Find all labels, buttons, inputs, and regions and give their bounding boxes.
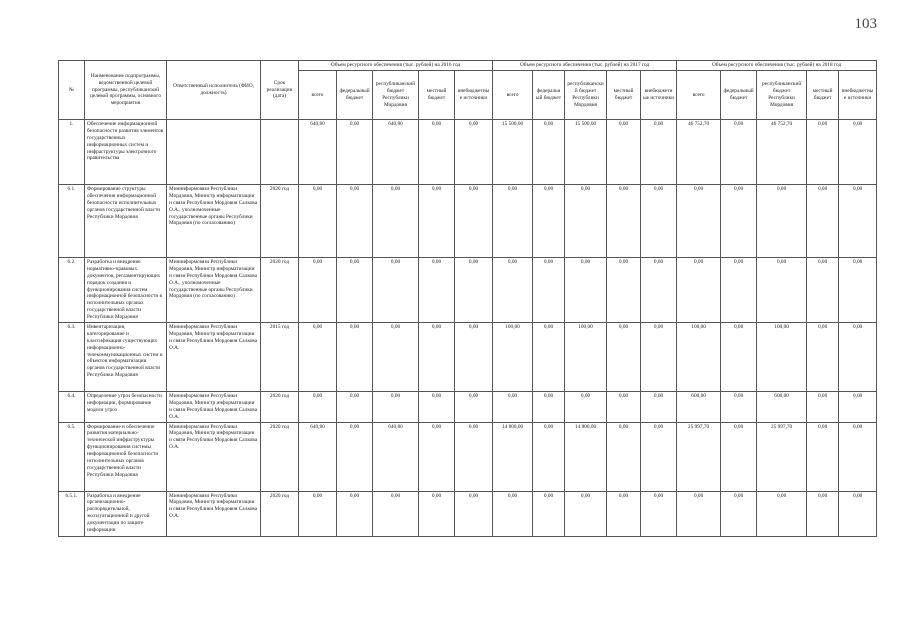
amount-cell: 0,00 — [807, 258, 839, 323]
row-number: 6.4. — [59, 392, 85, 423]
amount-cell: 0,00 — [807, 422, 839, 491]
amount-cell: 0,00 — [721, 185, 757, 258]
table-row — [59, 258, 877, 323]
amount-cell: 0,00 — [565, 258, 607, 323]
amount-cell: 0,00 — [641, 392, 677, 423]
amount-cell: 0,00 — [839, 120, 877, 185]
amount-cell: 0,00 — [337, 422, 373, 491]
amount-cell: 0,00 — [807, 120, 839, 185]
amount-cell: 0,00 — [419, 392, 455, 423]
amount-cell: 0,00 — [721, 323, 757, 392]
row-term: 2020 год — [261, 392, 299, 423]
amount-cell: 0,00 — [373, 491, 419, 536]
amount-cell: 0,00 — [299, 258, 337, 323]
row-number: 6.5. — [59, 422, 85, 491]
amount-cell: 0,00 — [607, 392, 641, 423]
amount-cell: 0,00 — [373, 185, 419, 258]
amount-cell: 0,00 — [493, 491, 533, 536]
group-header-2017: Объем ресурсного обеспечения (тыс. рублей) на 2017 год — [493, 61, 677, 71]
amount-cell: 0,00 — [641, 120, 677, 185]
amount-cell: 0,00 — [533, 185, 565, 258]
amount-cell: 0,00 — [419, 120, 455, 185]
amount-cell: 0,00 — [565, 185, 607, 258]
sub-header-offbudget: внебюджетные источники — [455, 71, 493, 120]
group-header-2018: Объем ресурсного обеспечения (тыс. рублей) на 2018 год — [677, 61, 877, 71]
amount-cell: 0,00 — [299, 491, 337, 536]
amount-cell: 0,00 — [839, 491, 877, 536]
row-responsible: Мининформсвязи Республики Мордовия, Министр информатизации и связи Республики Мордовия Салкова О.А., уполномоченные государственные органы Республики Мордовия (по согласованию) — [167, 258, 261, 323]
row-term: 2020 год — [261, 422, 299, 491]
amount-cell: 0,00 — [607, 185, 641, 258]
row-name: Формирование структуры обеспечения информационной безопасности исполнительных органов государственной власти Республики Мордовия — [85, 185, 167, 258]
amount-cell: 0,00 — [455, 258, 493, 323]
page-number: 103 — [854, 16, 877, 32]
amount-cell: 0,00 — [299, 392, 337, 423]
sub-header-local: местный бюджет — [807, 71, 839, 120]
amount-cell: 0,00 — [839, 422, 877, 491]
amount-cell: 0,00 — [337, 392, 373, 423]
amount-cell: 0,00 — [565, 491, 607, 536]
col-header-term: Срок реализации (дата) — [261, 61, 299, 120]
amount-cell: 0,00 — [839, 323, 877, 392]
amount-cell: 0,00 — [455, 185, 493, 258]
row-number: 6.2. — [59, 258, 85, 323]
amount-cell: 100,00 — [757, 323, 807, 392]
amount-cell: 14 800,00 — [493, 422, 533, 491]
sub-header-local: местный бюджет — [419, 71, 455, 120]
group-header-2016: Объем ресурсного обеспечения (тыс. рублей) на 2016 год — [299, 61, 493, 71]
amount-cell: 25 997,70 — [677, 422, 721, 491]
amount-cell: 0,00 — [419, 491, 455, 536]
amount-cell: 0,00 — [807, 491, 839, 536]
amount-cell: 0,00 — [757, 185, 807, 258]
amount-cell: 0,00 — [641, 491, 677, 536]
row-name: Разработка и внедрение нормативно-правовых документов, регламентирующих порядок создания и функционирования систем информационной безопасности в исполнительных органах государственной власти Республики Мордовия — [85, 258, 167, 323]
amount-cell: 0,00 — [757, 491, 807, 536]
amount-cell: 0,00 — [677, 185, 721, 258]
table-row — [59, 323, 877, 392]
amount-cell: 0,00 — [533, 491, 565, 536]
amount-cell: 0,00 — [721, 392, 757, 423]
amount-cell: 0,00 — [455, 120, 493, 185]
sub-header-local: местный бюджет — [607, 71, 641, 120]
col-header-responsible: Ответственный исполнитель (ФИО, должность) — [167, 61, 261, 120]
amount-cell: 0,00 — [373, 258, 419, 323]
amount-cell: 0,00 — [807, 185, 839, 258]
sub-header-total: всего — [677, 71, 721, 120]
amount-cell: 0,00 — [641, 258, 677, 323]
row-responsible: Мининформсвязи Республики Мордовия, Министр информатизации и связи Республики Мордовия Салкова О.А., уполномоченные государственные органы Республики Мордовия (по согласованию) — [167, 185, 261, 258]
row-number: 6.1. — [59, 185, 85, 258]
amount-cell: 0,00 — [493, 392, 533, 423]
row-responsible: Мининформсвязи Республики Мордовия, Министр информатизации и связи Республики Мордовия Салкова О.А. — [167, 491, 261, 536]
sub-header-republic: республиканский бюджет Республики Мордовия — [373, 71, 419, 120]
amount-cell: 0,00 — [419, 258, 455, 323]
amount-cell: 0,00 — [607, 258, 641, 323]
sub-header-federal: федеральный бюджет — [533, 71, 565, 120]
amount-cell: 15 500,00 — [565, 120, 607, 185]
amount-cell: 0,00 — [419, 185, 455, 258]
amount-cell: 0,00 — [721, 491, 757, 536]
row-term: 2015 год — [261, 323, 299, 392]
amount-cell: 0,00 — [337, 185, 373, 258]
row-term — [261, 120, 299, 185]
amount-cell: 25 997,70 — [757, 422, 807, 491]
amount-cell: 0,00 — [721, 258, 757, 323]
amount-cell: 0,00 — [607, 323, 641, 392]
sub-header-federal: федеральный бюджет — [721, 71, 757, 120]
row-term: 2020 год — [261, 185, 299, 258]
row-name: Формирование и обеспечение развития материально-технической инфраструктуры функционирования системы информационной безопасности исполнительных органов государственной власти Республики Мордовия — [85, 422, 167, 491]
amount-cell: 100,00 — [493, 323, 533, 392]
amount-cell: 0,00 — [807, 323, 839, 392]
amount-cell: 0,00 — [419, 323, 455, 392]
amount-cell: 0,00 — [455, 491, 493, 536]
amount-cell: 0,00 — [337, 258, 373, 323]
amount-cell: 0,00 — [493, 185, 533, 258]
amount-cell: 0,00 — [337, 491, 373, 536]
amount-cell: 0,00 — [533, 120, 565, 185]
sub-header-total: всего — [299, 71, 337, 120]
row-name: Определение угроз безопасности информации, формирование модели угроз — [85, 392, 167, 423]
row-responsible: Мининформсвязи Республики Мордовия, Министр информатизации и связи Республики Мордовия Салкова О.А. — [167, 422, 261, 491]
amount-cell: 0,00 — [299, 323, 337, 392]
amount-cell: 640,80 — [373, 120, 419, 185]
sub-header-offbudget: внебюджетные источники — [641, 71, 677, 120]
amount-cell: 0,00 — [677, 491, 721, 536]
amount-cell: 640,80 — [373, 422, 419, 491]
amount-cell: 0,00 — [299, 185, 337, 258]
amount-cell: 640,80 — [299, 422, 337, 491]
amount-cell: 0,00 — [677, 258, 721, 323]
amount-cell: 0,00 — [839, 258, 877, 323]
amount-cell: 0,00 — [373, 392, 419, 423]
amount-cell: 46 752,70 — [677, 120, 721, 185]
amount-cell: 0,00 — [455, 392, 493, 423]
row-name: Обеспечение информационной безопасности развития элементов государственных информационных систем и инфраструктуры электронного правительства — [85, 120, 167, 185]
amount-cell: 0,00 — [533, 392, 565, 423]
row-number: 6.5.1. — [59, 491, 85, 536]
amount-cell: 0,00 — [757, 258, 807, 323]
col-header-name: Наименование подпрограммы, ведомственной целевой программы, республиканской целевой программы, основного мероприятия — [85, 61, 167, 120]
amount-cell: 0,00 — [607, 120, 641, 185]
amount-cell: 0,00 — [455, 422, 493, 491]
table-row — [59, 392, 877, 423]
row-term: 2020 год — [261, 258, 299, 323]
table-row — [59, 185, 877, 258]
amount-cell: 0,00 — [641, 185, 677, 258]
sub-header-offbudget: внебюджетные источники — [839, 71, 877, 120]
table-row — [59, 120, 877, 185]
amount-cell: 0,00 — [721, 422, 757, 491]
sub-header-federal: федеральный бюджет — [337, 71, 373, 120]
row-number: 1. — [59, 120, 85, 185]
row-responsible: Мининформсвязи Республики Мордовия, Министр информатизации и связи Республики Мордовия Салкова О.А. — [167, 323, 261, 392]
row-responsible: Мининформсвязи Республики Мордовия, Министр информатизации и связи Республики Мордовия Салкова О.А. — [167, 392, 261, 423]
amount-cell: 0,00 — [533, 323, 565, 392]
amount-cell: 100,00 — [565, 323, 607, 392]
row-name: Инвентаризация, категорирование и классификация существующих информационно-телекоммуникационных систем и объектов информатизации органов государственной власти Республики Мордовия — [85, 323, 167, 392]
amount-cell: 0,00 — [455, 323, 493, 392]
amount-cell: 0,00 — [373, 323, 419, 392]
amount-cell: 15 500,00 — [493, 120, 533, 185]
table-body — [59, 120, 877, 537]
col-header-num: № — [59, 61, 85, 120]
table-row — [59, 491, 877, 536]
sub-header-republic: республиканский бюджет Республики Мордовия — [565, 71, 607, 120]
sub-header-total: всего — [493, 71, 533, 120]
amount-cell: 0,00 — [607, 491, 641, 536]
amount-cell: 0,00 — [839, 392, 877, 423]
amount-cell: 0,00 — [337, 120, 373, 185]
row-term: 2020 год — [261, 491, 299, 536]
amount-cell: 14 800,00 — [565, 422, 607, 491]
amount-cell: 0,00 — [533, 422, 565, 491]
amount-cell: 0,00 — [641, 422, 677, 491]
amount-cell: 0,00 — [419, 422, 455, 491]
row-number: 6.3. — [59, 323, 85, 392]
amount-cell: 0,00 — [721, 120, 757, 185]
amount-cell: 0,00 — [839, 185, 877, 258]
budget-table — [58, 60, 877, 537]
amount-cell: 46 752,70 — [757, 120, 807, 185]
amount-cell: 0,00 — [807, 392, 839, 423]
amount-cell: 0,00 — [607, 422, 641, 491]
amount-cell: 0,00 — [641, 323, 677, 392]
amount-cell: 640,80 — [299, 120, 337, 185]
row-name: Разработка и внедрение организационно-распорядительной, эксплуатационной и другой документации по защите информации — [85, 491, 167, 536]
amount-cell: 0,00 — [493, 258, 533, 323]
amount-cell: 600,00 — [677, 392, 721, 423]
amount-cell: 0,00 — [533, 258, 565, 323]
amount-cell: 0,00 — [337, 323, 373, 392]
row-responsible — [167, 120, 261, 185]
table-row — [59, 422, 877, 491]
amount-cell: 600,00 — [757, 392, 807, 423]
amount-cell: 0,00 — [565, 392, 607, 423]
sub-header-republic: республиканский бюджет Республики Мордовия — [757, 71, 807, 120]
amount-cell: 100,00 — [677, 323, 721, 392]
